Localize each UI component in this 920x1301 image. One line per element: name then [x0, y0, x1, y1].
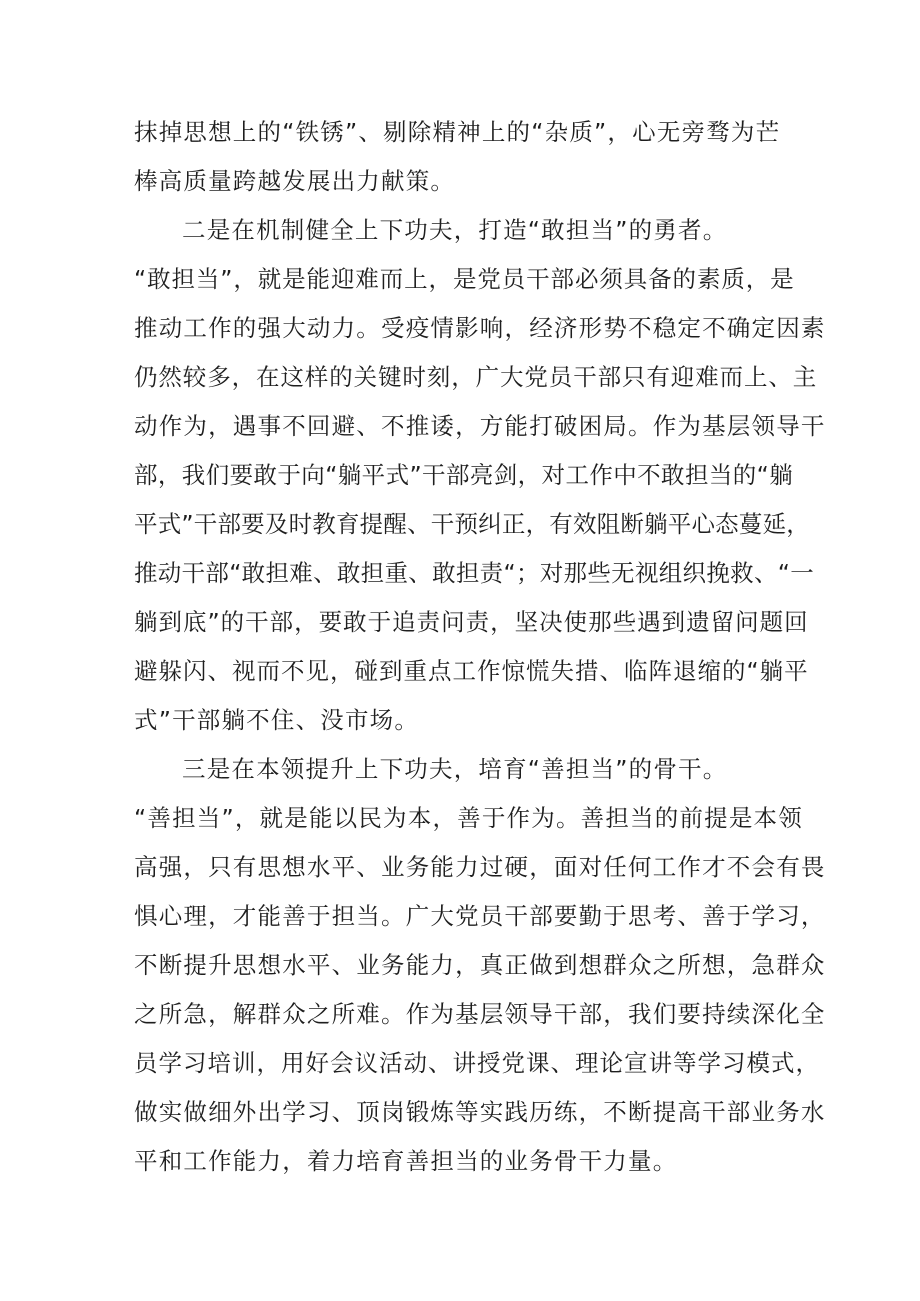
text-line: 员学习培训，用好会议活动、讲授党课、理论宣讲等学习模式， [134, 1049, 820, 1077]
text-line: 平和工作能力，着力培育善担当的业务骨干力量。 [134, 1147, 678, 1175]
text-line: 躺到底”的干部，要敢于追责问责，坚决使那些遇到遗留问题回 [134, 608, 809, 636]
text-line: 部，我们要敢于向“躺平式”干部亮剑，对工作中不敢担当的“躺 [134, 461, 794, 489]
text-line: 做实做细外出学习、顶岗锻炼等实践历练，不断提高干部业务水 [134, 1098, 826, 1126]
text-line: 推动工作的强大动力。受疫情影响，经济形势不稳定不确定因素 [134, 314, 826, 342]
text-line: 不断提升思想水平、业务能力，真正做到想群众之所想，急群众 [134, 951, 826, 979]
text-line: 抹掉思想上的“铁锈”、剔除精神上的“杂质”，心无旁骛为芒 [134, 118, 781, 146]
text-line: 式”干部躺不住、没市场。 [134, 706, 420, 734]
text-line: 动作为，遇事不回避、不推诿，方能打破困局。作为基层领导干 [134, 412, 826, 440]
text-line: “善担当”，就是能以民为本，善于作为。善担当的前提是本领 [134, 804, 803, 832]
text-line: 推动干部“敢担难、敢担重、敢担责“；对那些无视组织挽救、“一 [134, 559, 815, 587]
text-line: 之所急，解群众之所难。作为基层领导干部，我们要持续深化全 [134, 1000, 826, 1028]
text-line: “敢担当”，就是能迎难而上，是党员干部必须具备的素质，是 [134, 265, 795, 293]
section-heading-3: 三是在本领提升上下功夫，培育“善担当”的骨干。 [182, 755, 728, 783]
text-line: 平式”干部要及时教育提醒、干预纠正，有效阻断躺平心态蔓延， [134, 510, 810, 538]
text-line: 棒高质量跨越发展出力献策。 [134, 167, 456, 195]
text-line: 惧心理，才能善于担当。广大党员干部要勤于思考、善于学习， [134, 902, 826, 930]
text-line: 高强，只有思想水平、业务能力过硬，面对任何工作才不会有畏 [134, 853, 826, 881]
text-line: 避躲闪、视而不见，碰到重点工作惊慌失措、临阵退缩的“躺平 [134, 657, 809, 685]
section-heading-2: 二是在机制健全上下功夫，打造“敢担当”的勇者。 [182, 216, 728, 244]
text-line: 仍然较多，在这样的关键时刻，广大党员干部只有迎难而上、主 [134, 363, 818, 391]
